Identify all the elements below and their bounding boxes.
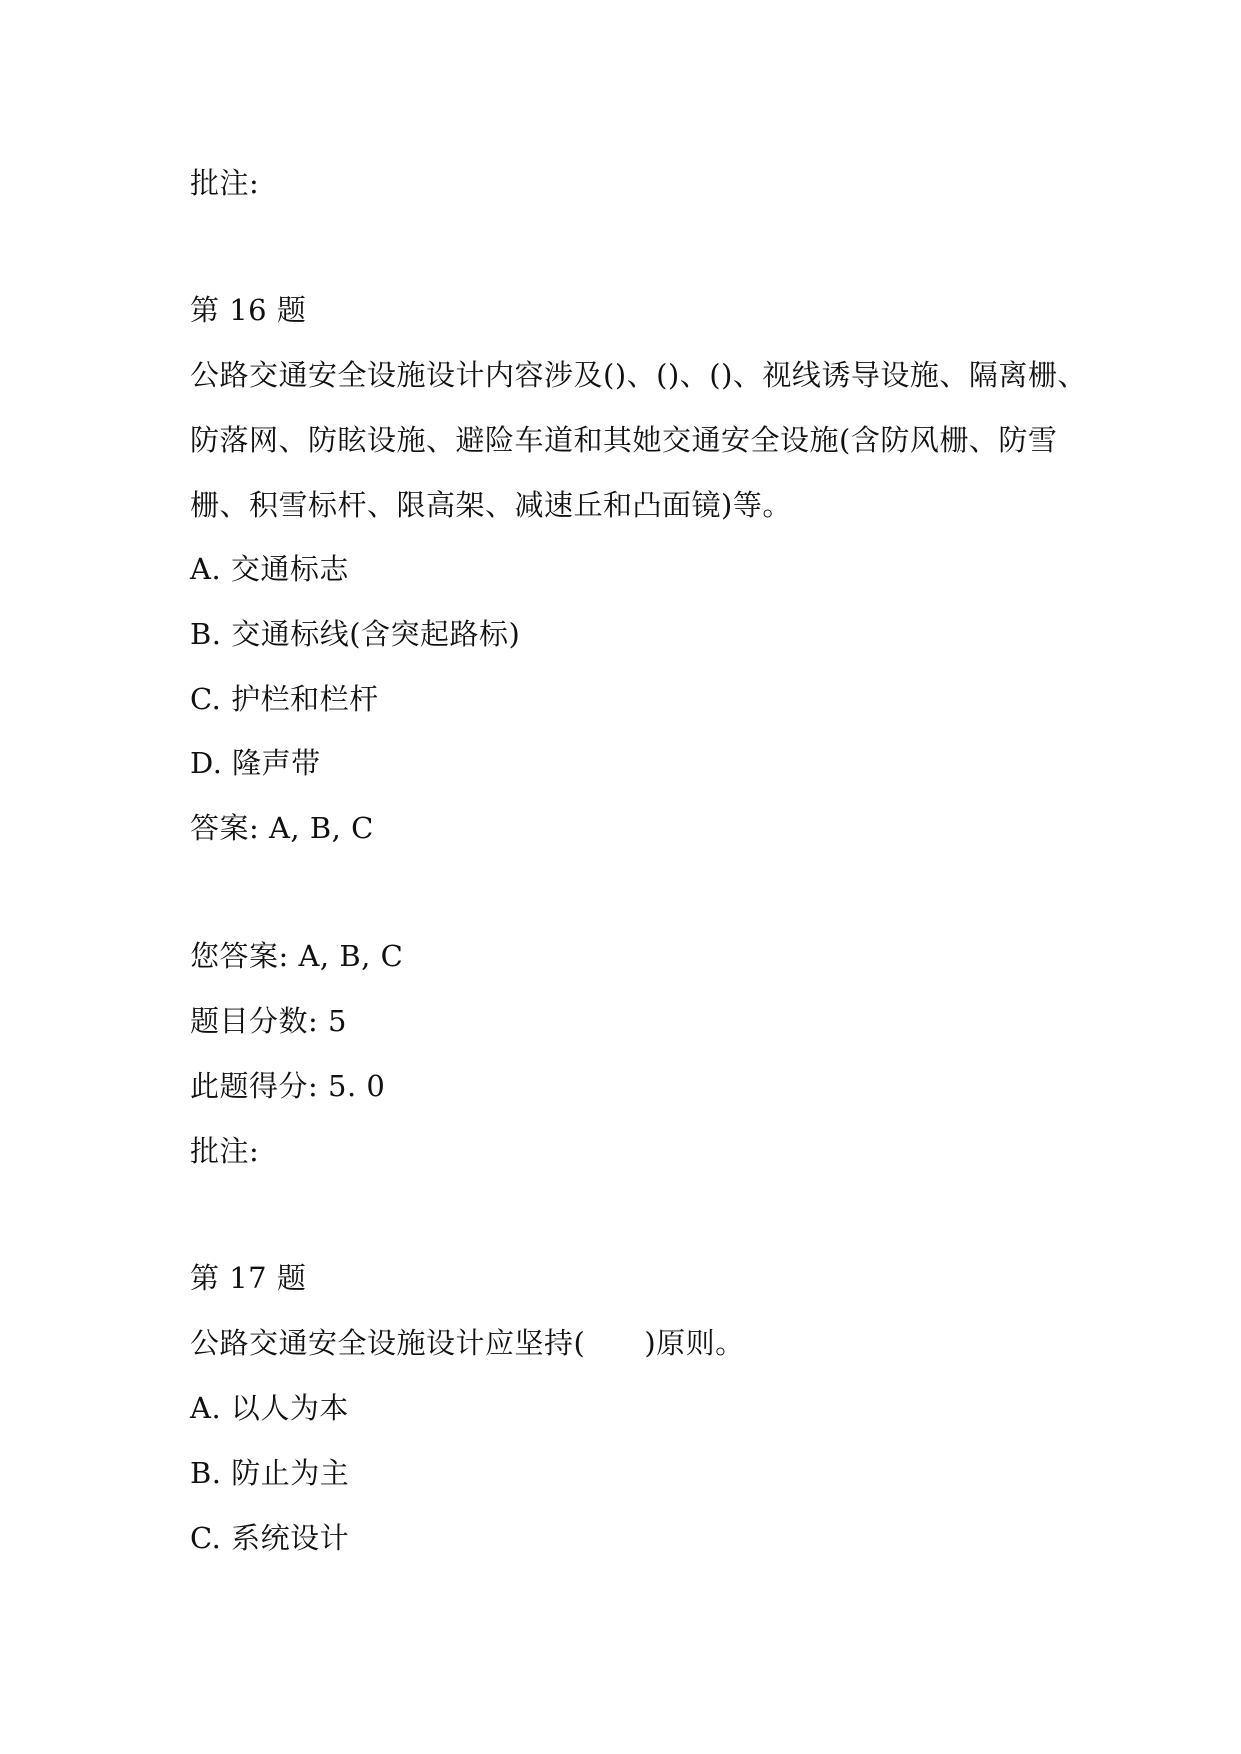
question-17-option-b: B. 防止为主	[190, 1456, 350, 1490]
question-16-option-a: A. 交通标志	[190, 552, 349, 586]
question-16-option-c: C. 护栏和栏杆	[190, 682, 379, 716]
question-16-stem-line-1: 公路交通安全设施设计内容涉及()、()、()、视线诱导设施、隔离栅、	[190, 358, 1087, 392]
question-16-stem-line-3: 栅、积雪标杆、限高架、减速丘和凸面镜)等。	[190, 488, 792, 522]
question-17-stem-line-1: 公路交通安全设施设计应坚持( )原则。	[190, 1326, 745, 1360]
question-16-score: 此题得分: 5. 0	[190, 1069, 386, 1103]
question-16-points: 题目分数: 5	[190, 1004, 347, 1038]
question-16-remark-label: 批注:	[190, 1134, 260, 1168]
question-16-stem-line-2: 防落网、防眩设施、避险车道和其她交通安全设施(含防风栅、防雪	[190, 423, 1058, 457]
question-16-option-d: D. 隆声带	[190, 746, 321, 780]
question-16-answer: 答案: A, B, C	[190, 811, 374, 845]
question-16-your-answer: 您答案: A, B, C	[190, 939, 404, 973]
remark-label: 批注:	[190, 166, 260, 200]
question-17-option-a: A. 以人为本	[190, 1391, 349, 1425]
question-17-option-c: C. 系统设计	[190, 1521, 350, 1555]
question-16-title: 第 16 题	[190, 293, 307, 327]
question-17-title: 第 17 题	[190, 1261, 307, 1295]
question-16-option-b: B. 交通标线(含突起路标)	[190, 617, 521, 651]
